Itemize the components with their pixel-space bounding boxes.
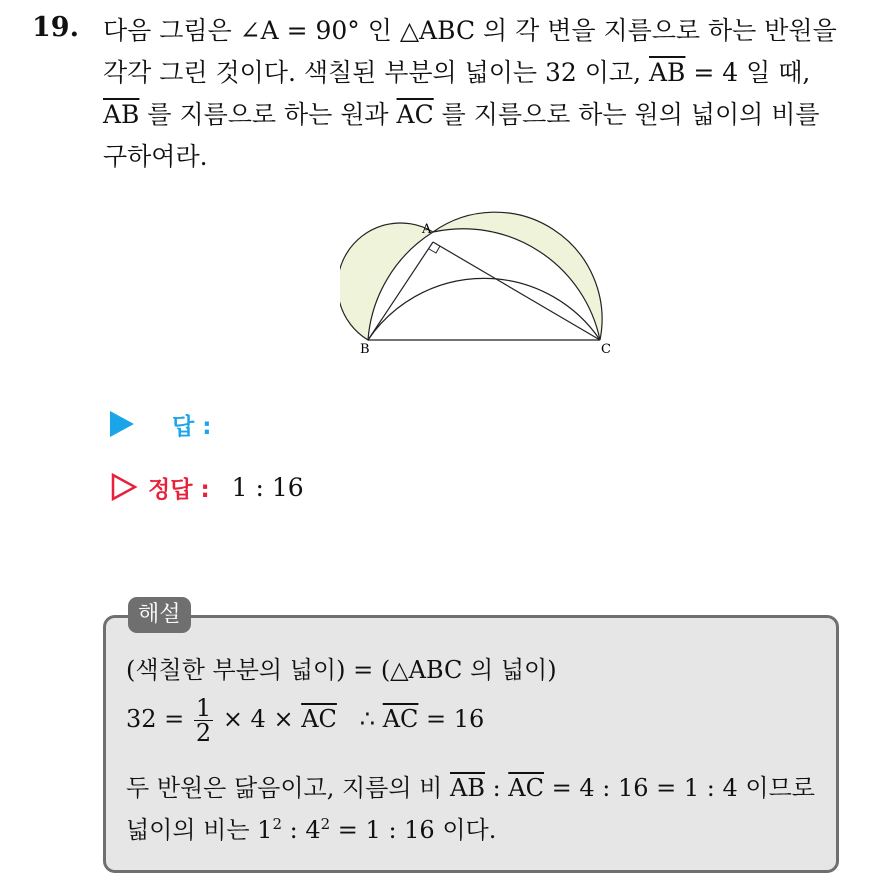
correct-answer-value: 1 : 16 [231,472,304,502]
solution-line-2: 32 = $\frac{1}{2}$ × $4 \times \overline{AC}$ ∴ $\overline{AC} = 16$ [126,694,485,747]
correct-answer-label: 정답 : [148,476,210,503]
segment-ab: $\overline{AB}$ [649,58,686,87]
question-line-3: $\overline{AB}$ 를 지름으로 하는 원과 $\overline{AC}$ 를 지름으로 하는 원의 넓이의 비를 [103,100,820,129]
answer-arrow-icon [110,411,134,437]
correct-arrow-icon [110,473,138,501]
solution-line-3: 두 반원은 닮음이고, 지름의 비 $\overline{AB}$ : $\overline{AC} = 4$ : 16 = 1 : 4 이므로 [126,774,815,802]
fraction-half: $\frac{1}{2}$ [195,694,212,747]
correct-answer-row [110,467,304,507]
solution-line-1: (색칠한 부분의 넓이) = (△ABC 의 넓이) [126,656,557,684]
answer-row [110,404,211,444]
lune-ac [433,212,602,340]
semicircle-figure [340,195,630,360]
question-line-1: 다음 그림은 ∠A = 90° 인 △ABC 의 각 변을 지름으로 하는 반원을 [103,16,837,45]
right-angle-mark [429,246,440,253]
answer-label: 답 : [172,413,212,440]
label-b: B [360,342,370,357]
question-line-4: 구하여라. [103,142,208,171]
segment-ac: $\overline{AC}$ [396,100,434,129]
question-text [103,10,863,178]
question-line-2: 각각 그린 것이다. 색칠된 부분의 넓이는 32 이고, $\overline{AB} = 4$ 일 때, [103,58,811,87]
question-number: 19. [32,12,79,43]
label-c: C [601,342,611,357]
solution-line-4: 넓이의 비는 $1^2$ : $4^2 = 1$ : 16 이다. [126,815,497,844]
segment-ac: $\overline{AC}$ [508,774,544,802]
segment-ac: $\overline{AC}$ [382,705,419,733]
label-a: A [422,222,432,237]
solution-tab: 해설 [128,597,191,633]
lune-ab [340,223,433,340]
segment-ab: $\overline{AB}$ [103,100,140,129]
segment-ac: $\overline{AC}$ [301,705,337,733]
segment-ab: $\overline{AB}$ [449,774,485,802]
